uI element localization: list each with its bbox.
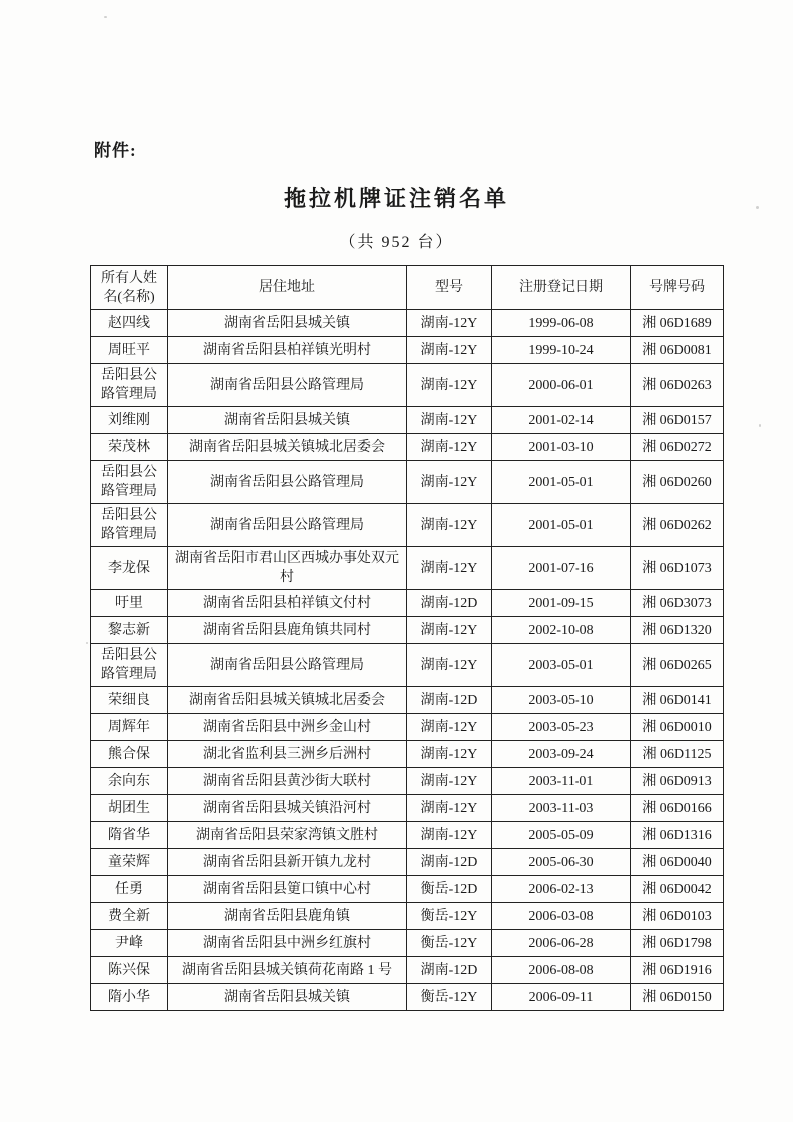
plate-cell: 湘 06D0010: [631, 714, 724, 741]
reg-date-cell: 2003-09-24: [492, 741, 631, 768]
table-body: [91, 310, 724, 1011]
reg-date-cell: 2003-05-01: [492, 644, 631, 687]
address-cell: 湖南省岳阳县新开镇九龙村: [168, 849, 407, 876]
table-row: [91, 984, 724, 1011]
plate-cell: 湘 06D0103: [631, 903, 724, 930]
reg-date-cell: 2003-11-01: [492, 768, 631, 795]
model-cell: 湖南-12Y: [407, 364, 492, 407]
table-row: [91, 547, 724, 590]
model-cell: 湖南-12Y: [407, 310, 492, 337]
model-cell: 湖南-12Y: [407, 822, 492, 849]
model-cell: 湖南-12D: [407, 957, 492, 984]
cancellation-table: [90, 265, 724, 1011]
header-address: 居住地址: [168, 266, 407, 310]
owner-cell: 周旺平: [91, 337, 168, 364]
table-row: [91, 590, 724, 617]
model-cell: 湖南-12Y: [407, 407, 492, 434]
owner-cell: 余向东: [91, 768, 168, 795]
reg-date-cell: 2006-08-08: [492, 957, 631, 984]
reg-date-cell: 2005-05-09: [492, 822, 631, 849]
address-cell: 湖南省岳阳县公路管理局: [168, 461, 407, 504]
table-row: [91, 795, 724, 822]
reg-date-cell: 2006-09-11: [492, 984, 631, 1011]
header-register-date: 注册登记日期: [492, 266, 631, 310]
address-cell: 湖南省岳阳县城关镇沿河村: [168, 795, 407, 822]
table-row: [91, 930, 724, 957]
header-plate-number: 号牌号码: [631, 266, 724, 310]
owner-cell: 周辉年: [91, 714, 168, 741]
model-cell: 衡岳-12Y: [407, 930, 492, 957]
reg-date-cell: 2006-06-28: [492, 930, 631, 957]
model-cell: 湖南-12Y: [407, 795, 492, 822]
address-cell: 湖北省监利县三洲乡后洲村: [168, 741, 407, 768]
plate-cell: 湘 06D0166: [631, 795, 724, 822]
reg-date-cell: 2001-05-01: [492, 461, 631, 504]
address-cell: 湖南省岳阳县城关镇: [168, 310, 407, 337]
reg-date-cell: 2003-05-23: [492, 714, 631, 741]
reg-date-cell: 2001-03-10: [492, 434, 631, 461]
address-cell: 湖南省岳阳县公路管理局: [168, 644, 407, 687]
table-row: [91, 364, 724, 407]
model-cell: 湖南-12Y: [407, 337, 492, 364]
owner-cell: 李龙保: [91, 547, 168, 590]
reg-date-cell: 2002-10-08: [492, 617, 631, 644]
address-cell: 湖南省岳阳市君山区西城办事处双元村: [168, 547, 407, 590]
owner-cell: 荣细良: [91, 687, 168, 714]
page-title: 拖拉机牌证注销名单: [283, 186, 509, 211]
owner-cell: 荣茂林: [91, 434, 168, 461]
model-cell: 湖南-12Y: [407, 741, 492, 768]
owner-cell: 隋小华: [91, 984, 168, 1011]
plate-cell: 湘 06D0913: [631, 768, 724, 795]
model-cell: 湖南-12D: [407, 849, 492, 876]
table-header-row: [91, 266, 724, 310]
address-cell: 湖南省岳阳县公路管理局: [168, 504, 407, 547]
scan-artifact: [759, 424, 761, 427]
owner-cell: 陈兴保: [91, 957, 168, 984]
address-cell: 湖南省岳阳县城关镇城北居委会: [168, 434, 407, 461]
address-cell: 湖南省岳阳县城关镇城北居委会: [168, 687, 407, 714]
plate-cell: 湘 06D0141: [631, 687, 724, 714]
owner-cell: 岳阳县公路管理局: [91, 364, 168, 407]
owner-cell: 熊合保: [91, 741, 168, 768]
reg-date-cell: 2006-02-13: [492, 876, 631, 903]
table-row: [91, 768, 724, 795]
page-subtitle: （共 952 台）: [339, 234, 454, 251]
plate-cell: 湘 06D1916: [631, 957, 724, 984]
model-cell: 湖南-12Y: [407, 461, 492, 504]
owner-cell: 隋省华: [91, 822, 168, 849]
address-cell: 湖南省岳阳县公路管理局: [168, 364, 407, 407]
reg-date-cell: 2001-05-01: [492, 504, 631, 547]
table-row: [91, 337, 724, 364]
owner-cell: 尹峰: [91, 930, 168, 957]
plate-cell: 湘 06D1320: [631, 617, 724, 644]
model-cell: 衡岳-12Y: [407, 903, 492, 930]
address-cell: 湖南省岳阳县鹿角镇: [168, 903, 407, 930]
reg-date-cell: 2000-06-01: [492, 364, 631, 407]
plate-cell: 湘 06D0157: [631, 407, 724, 434]
reg-date-cell: 2003-05-10: [492, 687, 631, 714]
model-cell: 湖南-12Y: [407, 644, 492, 687]
plate-cell: 湘 06D0265: [631, 644, 724, 687]
plate-cell: 湘 06D0042: [631, 876, 724, 903]
table-row: [91, 644, 724, 687]
table-row: [91, 957, 724, 984]
reg-date-cell: 2001-09-15: [492, 590, 631, 617]
table-row: [91, 687, 724, 714]
plate-cell: 湘 06D0262: [631, 504, 724, 547]
plate-cell: 湘 06D0260: [631, 461, 724, 504]
model-cell: 湖南-12Y: [407, 504, 492, 547]
reg-date-cell: 1999-10-24: [492, 337, 631, 364]
address-cell: 湖南省岳阳县黄沙街大联村: [168, 768, 407, 795]
table-row: [91, 849, 724, 876]
owner-cell: 刘维刚: [91, 407, 168, 434]
address-cell: 湖南省岳阳县鹿角镇共同村: [168, 617, 407, 644]
table-row: [91, 434, 724, 461]
address-cell: 湖南省岳阳县中洲乡红旗村: [168, 930, 407, 957]
plate-cell: 湘 06D1689: [631, 310, 724, 337]
table-row: [91, 407, 724, 434]
owner-cell: 童荣辉: [91, 849, 168, 876]
address-cell: 湖南省岳阳县城关镇: [168, 984, 407, 1011]
reg-date-cell: 2001-07-16: [492, 547, 631, 590]
plate-cell: 湘 06D1316: [631, 822, 724, 849]
owner-cell: 黎志新: [91, 617, 168, 644]
owner-cell: 任勇: [91, 876, 168, 903]
reg-date-cell: 2001-02-14: [492, 407, 631, 434]
model-cell: 湖南-12D: [407, 687, 492, 714]
owner-cell: 赵四线: [91, 310, 168, 337]
plate-cell: 湘 06D1073: [631, 547, 724, 590]
table-row: [91, 714, 724, 741]
table-row: [91, 310, 724, 337]
model-cell: 湖南-12Y: [407, 434, 492, 461]
model-cell: 衡岳-12D: [407, 876, 492, 903]
address-cell: 湖南省岳阳县筻口镇中心村: [168, 876, 407, 903]
table-row: [91, 617, 724, 644]
table-row: [91, 461, 724, 504]
model-cell: 湖南-12Y: [407, 617, 492, 644]
plate-cell: 湘 06D0081: [631, 337, 724, 364]
reg-date-cell: 2005-06-30: [492, 849, 631, 876]
plate-cell: 湘 06D0040: [631, 849, 724, 876]
reg-date-cell: 2006-03-08: [492, 903, 631, 930]
address-cell: 湖南省岳阳县城关镇: [168, 407, 407, 434]
owner-cell: 岳阳县公路管理局: [91, 504, 168, 547]
plate-cell: 湘 06D1798: [631, 930, 724, 957]
model-cell: 湖南-12D: [407, 590, 492, 617]
owner-cell: 吁里: [91, 590, 168, 617]
table-row: [91, 822, 724, 849]
address-cell: 湖南省岳阳县柏祥镇文付村: [168, 590, 407, 617]
address-cell: 湖南省岳阳县中洲乡金山村: [168, 714, 407, 741]
reg-date-cell: 1999-06-08: [492, 310, 631, 337]
table-row: [91, 903, 724, 930]
scan-artifact: [86, 642, 88, 644]
address-cell: 湖南省岳阳县荣家湾镇文胜村: [168, 822, 407, 849]
plate-cell: 湘 06D1125: [631, 741, 724, 768]
owner-cell: 岳阳县公路管理局: [91, 461, 168, 504]
reg-date-cell: 2003-11-03: [492, 795, 631, 822]
plate-cell: 湘 06D0272: [631, 434, 724, 461]
attachment-label: 附件:: [94, 141, 137, 160]
owner-cell: 胡团生: [91, 795, 168, 822]
plate-cell: 湘 06D0150: [631, 984, 724, 1011]
model-cell: 衡岳-12Y: [407, 984, 492, 1011]
owner-cell: 费全新: [91, 903, 168, 930]
model-cell: 湖南-12Y: [407, 547, 492, 590]
table-row: [91, 741, 724, 768]
header-owner-name: 所有人姓名(名称): [91, 266, 168, 310]
table-row: [91, 876, 724, 903]
address-cell: 湖南省岳阳县柏祥镇光明村: [168, 337, 407, 364]
plate-cell: 湘 06D0263: [631, 364, 724, 407]
model-cell: 湖南-12Y: [407, 714, 492, 741]
model-cell: 湖南-12Y: [407, 768, 492, 795]
table-row: [91, 504, 724, 547]
owner-cell: 岳阳县公路管理局: [91, 644, 168, 687]
address-cell: 湖南省岳阳县城关镇荷花南路 1 号: [168, 957, 407, 984]
header-model: 型号: [407, 266, 492, 310]
plate-cell: 湘 06D3073: [631, 590, 724, 617]
scan-artifact: [104, 16, 107, 18]
